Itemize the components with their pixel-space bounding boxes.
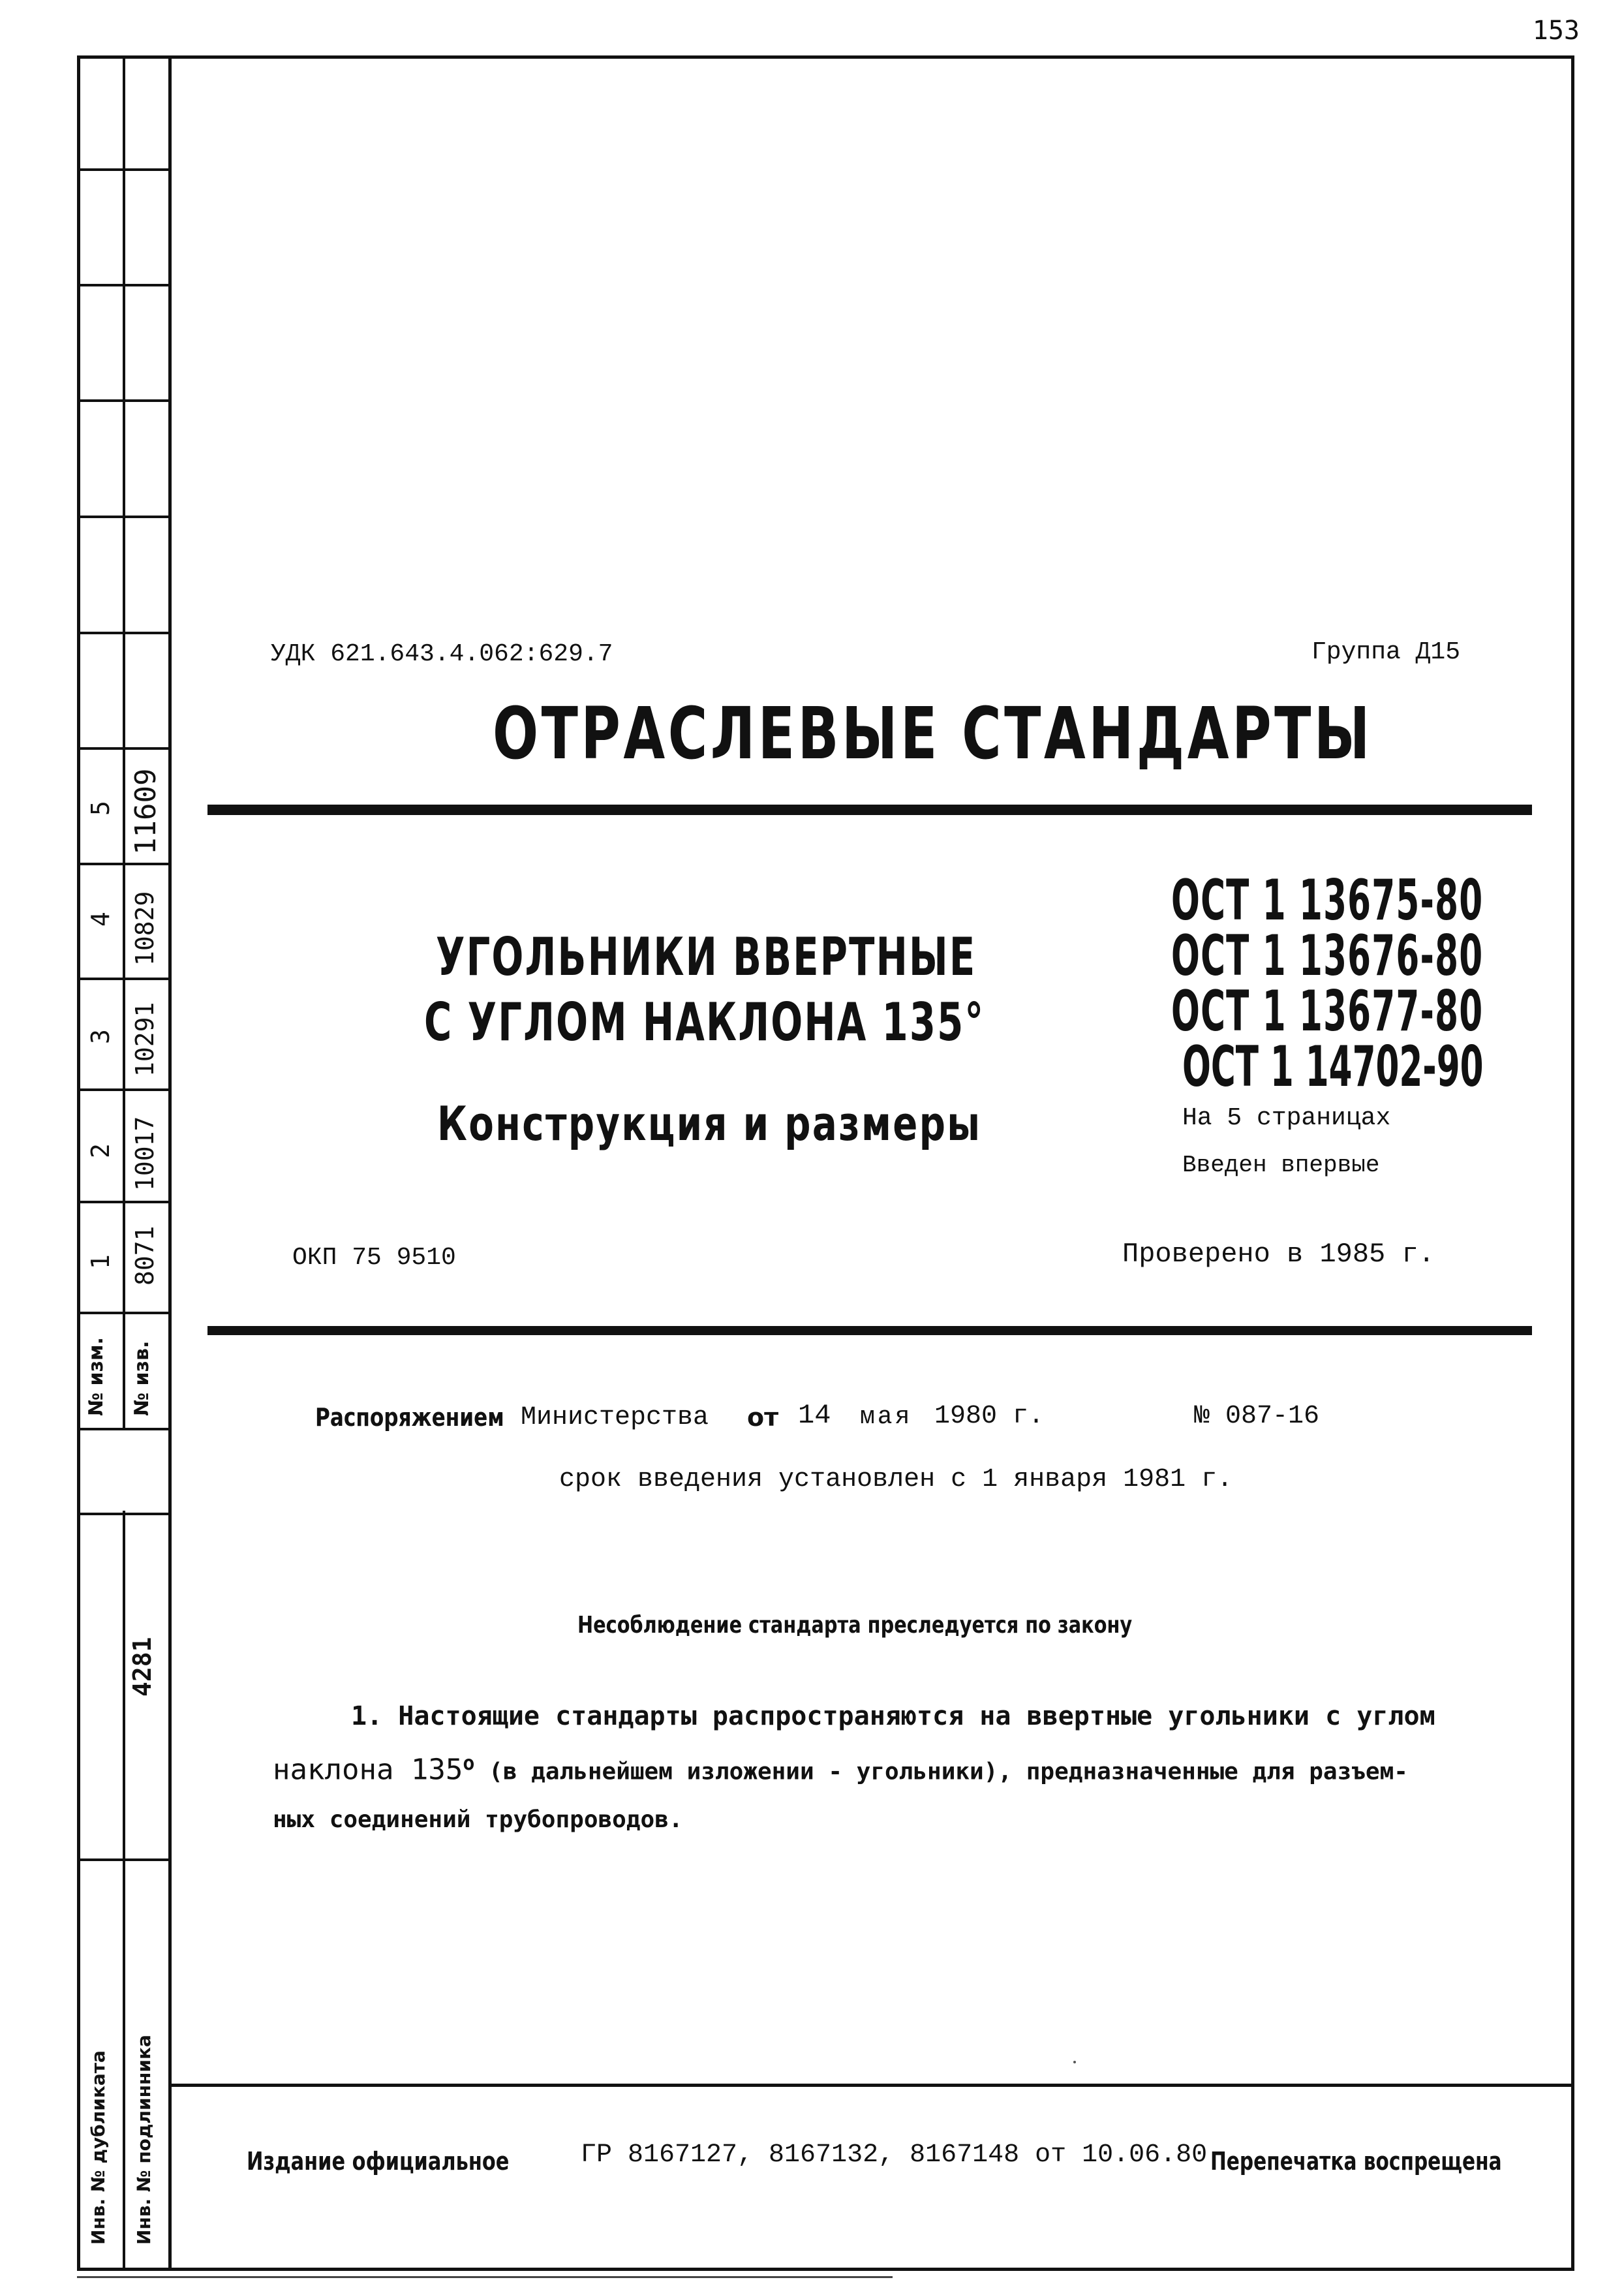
effective-date: срок введения установлен с 1 января 1981 г. [559,1465,1233,1494]
order-number: № 087-16 [1194,1402,1320,1431]
notice-number: 10017 [130,1116,159,1191]
introduced-note: Введен впервые [1182,1152,1380,1179]
group-label: Группа Д15 [1311,638,1461,666]
thick-rule-middle [207,1326,1532,1335]
degree-superscript: о [463,1752,475,1775]
change-number: 5 [86,801,115,816]
standard-4: ОСТ 1 14702-90 [1182,1034,1484,1100]
side-gap-upper [80,1429,168,1511]
notice-label: № изв. [130,1340,153,1416]
order-month: мая [860,1403,913,1431]
side-row-line [77,168,171,171]
change-number: 2 [86,1143,115,1158]
bottom-rule [77,2276,893,2278]
order-from-wrap [747,1403,778,1432]
order-label-wrap [315,1403,545,1432]
okp-code: ОКП 75 9510 [292,1244,456,1272]
notice-number: 10829 [130,891,159,966]
original-inventory-label: Инв. № подлинника [133,2035,155,2245]
paragraph-line3: ных соединений трубопроводов. [273,1806,683,1833]
standard-4-wrap [1182,1034,1624,1100]
change-number: 1 [86,1254,115,1269]
standard-3: ОСТ 1 13677-80 [1171,979,1484,1044]
paragraph-line2-post: (в дальнейшем изложении - угольники), предназначенные для разъем- [474,1758,1408,1785]
change-number: 4 [86,912,115,927]
footer-reprint: Перепечатка воспрещена [1210,2147,1502,2176]
page-number: 153 [1532,16,1580,46]
notice-number: 8071 [130,1226,159,1286]
paragraph-line2-pre: наклона 135 [273,1753,463,1787]
side-row-line [77,284,171,286]
footer-reprint-wrap [1210,2147,1584,2176]
notice-number: 10291 [130,1002,159,1077]
side-row-line [77,747,171,750]
change-label: № изм. [85,1337,108,1416]
footer-gr: ГР 8167127, 8167132, 8167148 от 10.06.80 [581,2140,1208,2170]
side-line-lower-top [77,1513,171,1515]
scan-dot [1073,2061,1076,2063]
side-row-line [77,978,171,980]
paragraph-line2 [273,1752,1408,1786]
product-title-line2-wrap [424,992,1203,1053]
standard-2: ОСТ 1 13676-80 [1171,923,1484,989]
main-title-wrap [493,692,1624,775]
side-row-line [77,1312,171,1314]
thick-rule-top [207,805,1532,815]
side-row-line [77,1858,171,1861]
side-line-upper-bottom [77,1428,171,1430]
main-title: ОТРАСЛЕВЫЕ СТАНДАРТЫ [493,692,1373,775]
side-column-line-2 [168,55,172,2271]
checked-note: Проверено в 1985 г. [1122,1239,1435,1270]
original-inventory-number: 4281 [128,1637,157,1697]
pages-note: На 5 страницах [1182,1104,1391,1132]
duplicate-inventory-label: Инв. № дубликата [87,2050,109,2245]
product-title-line2: С УГЛОМ НАКЛОНА 135° [424,992,985,1053]
order-from: от [747,1403,779,1432]
order-day: 14 [798,1400,831,1431]
side-row-line [77,399,171,402]
udk-code [271,638,613,668]
footer-top-line [168,2084,1574,2087]
product-title-line1: УГОЛЬНИКИ ВВЕРТНЫЕ [436,927,977,987]
standard-1: ОСТ 1 13675-80 [1171,868,1484,933]
footer-edition: Издание официальное [247,2147,510,2176]
side-row-line [77,1201,171,1203]
side-column-line-1 [123,55,125,2271]
udk-text: УДК 621.643.4.062:629.7 [271,640,613,668]
side-row-line [77,863,171,865]
legal-notice: Несоблюдение стандарта преследуется по закону [577,1612,1133,1639]
product-title-line1-wrap [436,927,1186,987]
side-row-line [77,632,171,634]
order-year: 1980 г. [934,1402,1045,1431]
notice-number: 11609 [129,768,162,855]
product-subtitle: Конструкция и размеры [437,1096,982,1151]
product-subtitle-wrap [437,1096,1135,1151]
side-row-line [77,516,171,518]
footer-edition-wrap [247,2147,575,2176]
change-number: 3 [86,1029,115,1044]
paragraph-line1: 1. Настоящие стандарты распространяются на ввертные угольники с углом [351,1701,1435,1731]
order-label: Распоряжением [315,1403,504,1432]
side-row-line [77,1088,171,1091]
order-ministry: Министерства [521,1403,709,1432]
legal-notice-wrap [577,1612,1271,1639]
